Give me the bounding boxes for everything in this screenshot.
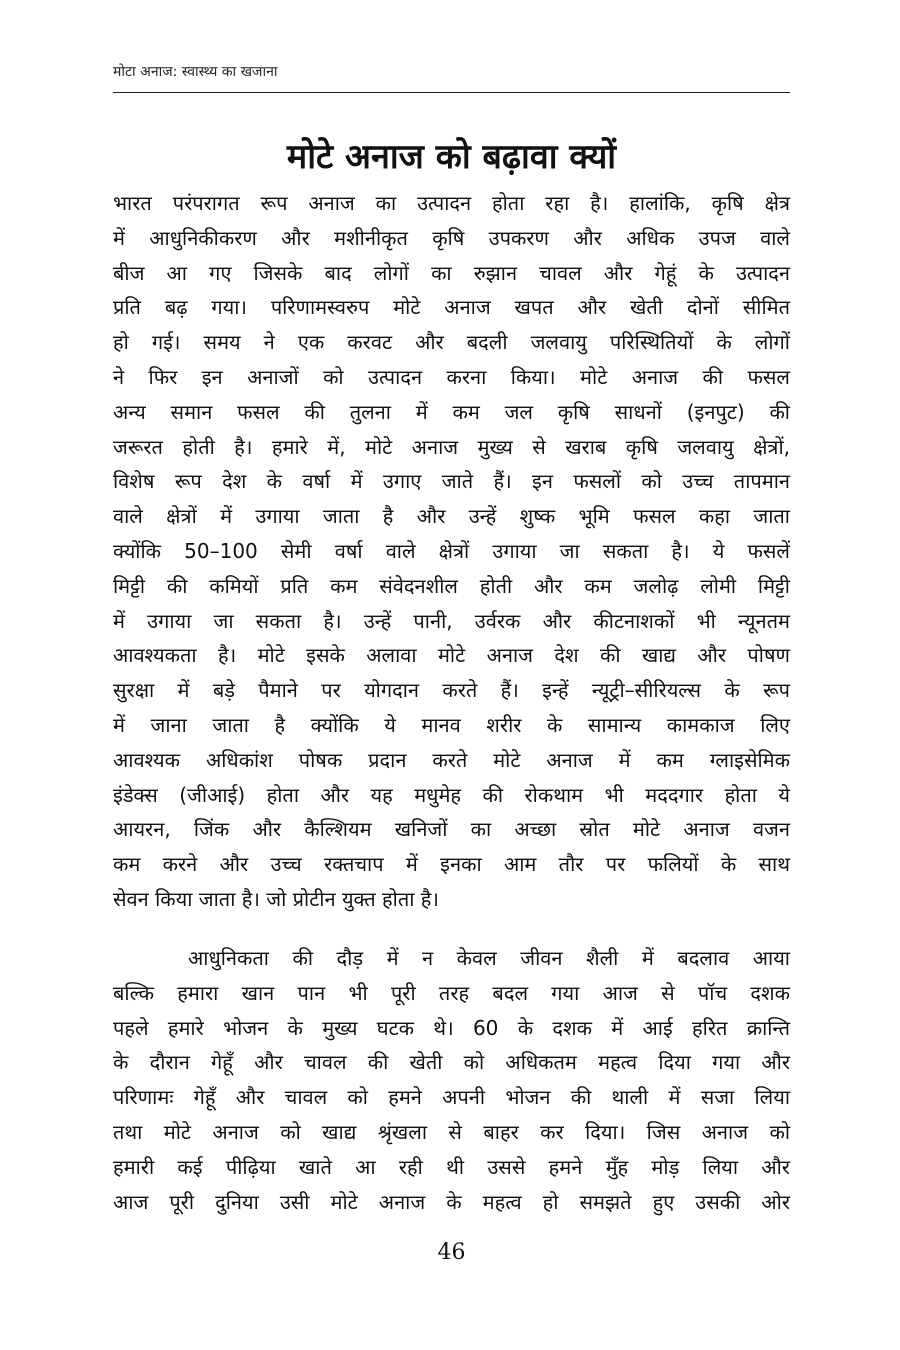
text-line: सुरक्षा में बड़े पैमाने पर योगदान करते हैं। इन्हें न्यूट्री–सीरियल्स के रूप bbox=[113, 678, 790, 703]
text-line: क्योंकि 50–100 सेमी वर्षा वाले क्षेत्रों उगाया जा सकता है। ये फसलें bbox=[113, 538, 790, 563]
text-line: आज पूरी दुनिया उसी मोटे अनाज के महत्व हो समझते हुए उसकी ओर bbox=[113, 1189, 790, 1214]
text-line: इंडेक्स (जीआई) होता और यह मधुमेह की रोकथाम भी मददगार होता ये bbox=[113, 782, 790, 807]
page-title: मोटे अनाज को बढ़ावा क्यों bbox=[286, 136, 617, 177]
text-line: कम करने और उच्च रक्तचाप में इनका आम तौर पर फलियों के साथ bbox=[113, 852, 790, 877]
text-line: ने फिर इन अनाजों को उत्पादन करना किया। मोटे अनाज की फसल bbox=[113, 364, 790, 389]
text-line: अन्य समान फसल की तुलना में कम जल कृषि साधनों (इनपुट) की bbox=[113, 399, 790, 424]
text-line: में आधुनिकीकरण और मशीनीकृत कृषि उपकरण और अधिक उपज वाले bbox=[113, 225, 790, 250]
text-line: जरूरत होती है। हमारे में, मोटे अनाज मुख्य से खराब कृषि जलवायु क्षेत्रों, bbox=[113, 434, 790, 459]
text-line: भारत परंपरागत रूप अनाज का उत्पादन होता रहा है। हालांकि, कृषि क्षेत्र bbox=[113, 191, 790, 215]
header-divider bbox=[113, 92, 790, 93]
text-line: सेवन किया जाता है। जो प्रोटीन युक्त होता है। bbox=[113, 886, 439, 911]
text-line: के दौरान गेहूँ और चावल की खेती को अधिकतम महत्व दिया गया और bbox=[113, 1050, 790, 1075]
text-line: आयरन, जिंक और कैल्शियम खनिजों का अच्छा स्रोत मोटे अनाज वजन bbox=[113, 817, 790, 842]
text-line: परिणामः गेहूँ और चावल को हमने अपनी भोजन की थाली में सजा लिया bbox=[113, 1085, 790, 1110]
text-line: बल्कि हमारा खान पान भी पूरी तरह बदल गया आज से पॉच दशक bbox=[113, 980, 790, 1005]
text-line: प्रति बढ़ गया। परिणामस्वरुप मोटे अनाज खपत और खेती दोनों सीमित bbox=[113, 295, 790, 320]
text-line: हमारी कई पीढ़िया खाते आ रही थी उससे हमने मुँह मोड़ लिया और bbox=[113, 1154, 790, 1179]
running-header: मोटा अनाज: स्वास्थ्य का खजाना bbox=[113, 64, 278, 80]
text-line: मिट्टी की कमियों प्रति कम संवेदनशील होती और कम जलोढ़ लोमी मिट्टी bbox=[113, 573, 790, 598]
text-line: हो गई। समय ने एक करवट और बदली जलवायु परिस्थितियों के लोगों bbox=[113, 330, 790, 355]
text-line: वाले क्षेत्रों में उगाया जाता है और उन्हें शुष्क भूमि फसल कहा जाता bbox=[113, 504, 790, 529]
text-line: आवश्यक अधिकांश पोषक प्रदान करते मोटे अनाज में कम ग्लाइसेमिक bbox=[113, 747, 790, 772]
text-line: बीज आ गए जिसके बाद लोगों का रुझान चावल और गेहूं के उत्पादन bbox=[113, 260, 790, 285]
text-line: में जाना जाता है क्योंकि ये मानव शरीर के सामान्य कामकाज लिए bbox=[113, 712, 790, 737]
text-line: आधुनिकता की दौड़ में न केवल जीवन शैली में बदलाव आया bbox=[188, 946, 790, 970]
paragraph-1 bbox=[113, 186, 790, 917]
text-line: पहले हमारे भोजन के मुख्य घटक थे। 60 के दशक में आई हरित क्रान्ति bbox=[113, 1015, 790, 1040]
text-line: विशेष रूप देश के वर्षा में उगाए जाते हैं। इन फसलों को उच्च तापमान bbox=[113, 469, 790, 494]
text-line: आवश्यकता है। मोटे इसके अलावा मोटे अनाज देश की खाद्य और पोषण bbox=[113, 643, 790, 668]
text-line: में उगाया जा सकता है। उन्हें पानी, उर्वरक और कीटनाशकों भी न्यूनतम bbox=[113, 608, 790, 633]
page-number: 46 bbox=[437, 1240, 466, 1265]
paragraph-2 bbox=[113, 941, 790, 1219]
text-line: तथा मोटे अनाज को खाद्य श्रृंखला से बाहर कर दिया। जिस अनाज को bbox=[113, 1119, 790, 1144]
